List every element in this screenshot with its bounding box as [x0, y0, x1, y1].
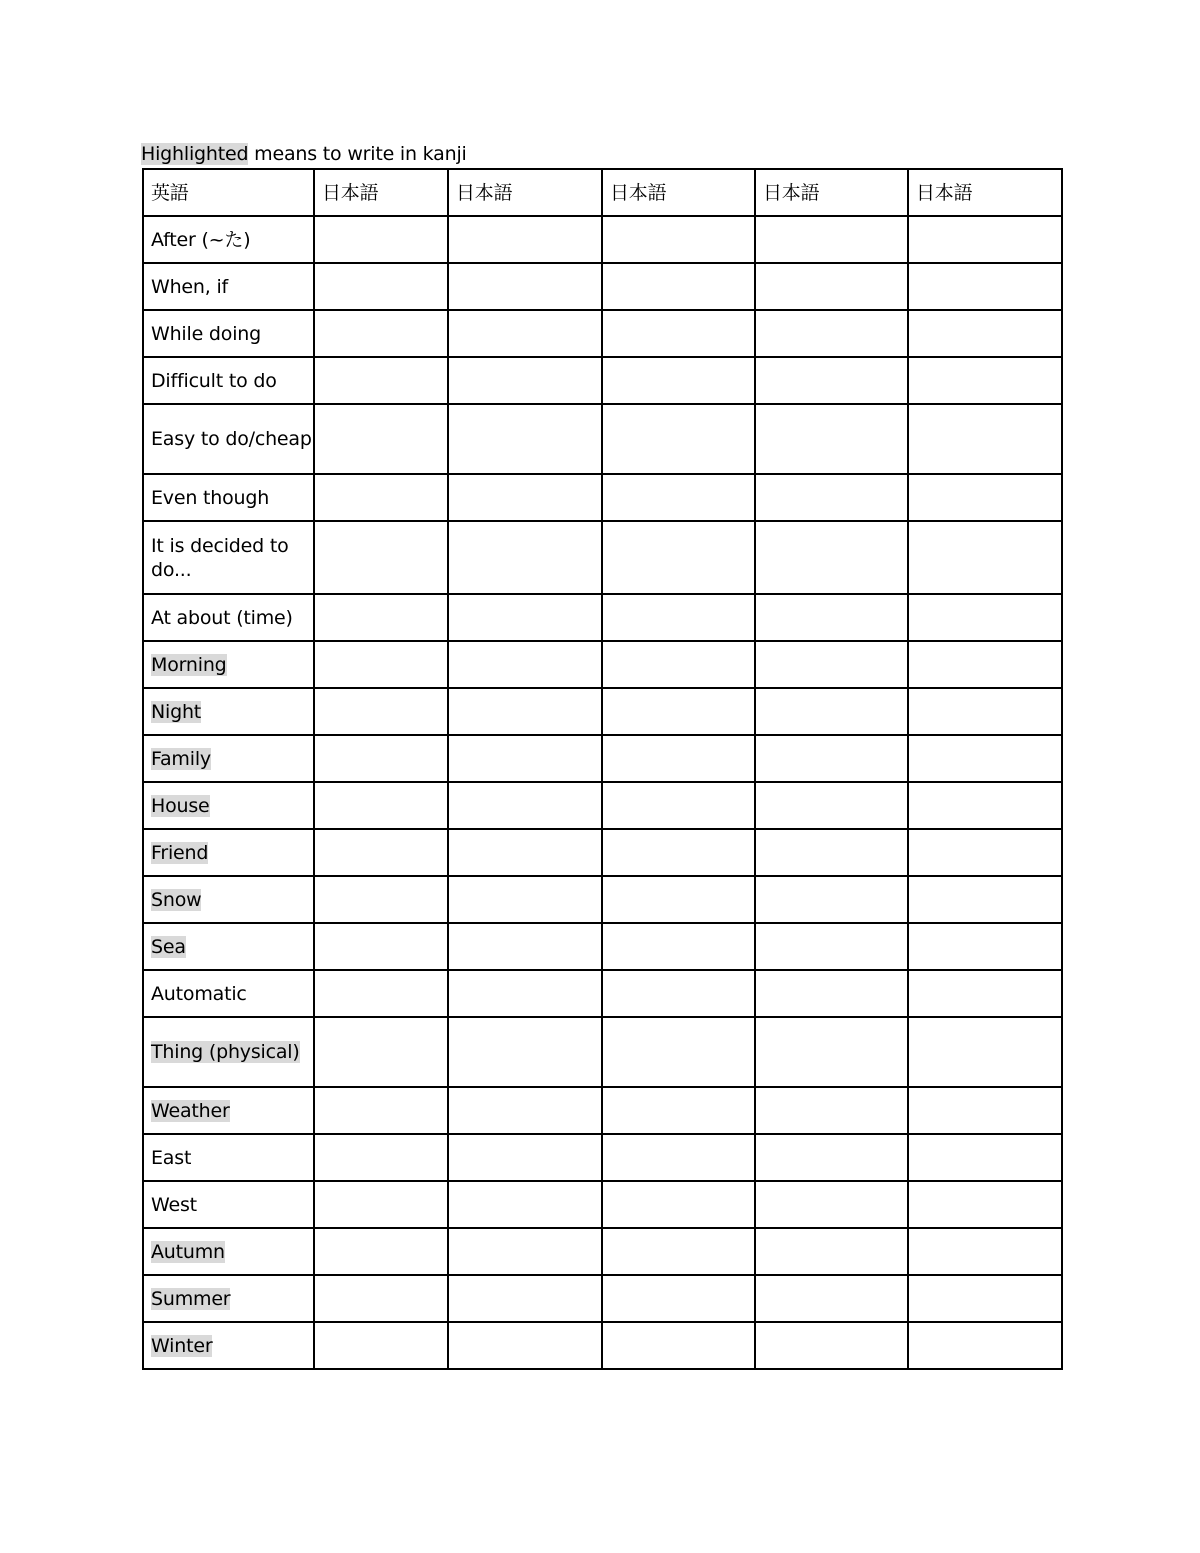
japanese-answer-cell[interactable] — [314, 357, 448, 404]
kanji-highlighted-label: Morning — [151, 653, 227, 676]
japanese-answer-cell[interactable] — [448, 923, 602, 970]
japanese-answer-cell[interactable] — [908, 1322, 1062, 1369]
japanese-answer-cell[interactable] — [755, 829, 908, 876]
japanese-answer-cell[interactable] — [314, 594, 448, 641]
japanese-answer-cell[interactable] — [755, 263, 908, 310]
japanese-answer-cell[interactable] — [755, 782, 908, 829]
instruction-text: means to write in kanji — [248, 143, 467, 165]
english-label: When, if — [151, 275, 229, 298]
table-row — [143, 1228, 1062, 1275]
japanese-answer-cell[interactable] — [314, 735, 448, 782]
kanji-highlighted-label: Night — [151, 700, 202, 723]
table-row — [143, 923, 1062, 970]
kanji-highlighted-label: Weather — [151, 1099, 230, 1122]
table-row — [143, 216, 1062, 263]
japanese-answer-cell[interactable] — [448, 641, 602, 688]
english-cell — [143, 782, 314, 829]
japanese-answer-cell[interactable] — [448, 1275, 602, 1322]
table-row — [143, 782, 1062, 829]
english-cell — [143, 404, 314, 474]
japanese-answer-cell[interactable] — [602, 404, 755, 474]
highlighted-keyword: Highlighted — [141, 143, 249, 165]
table-row — [143, 1322, 1062, 1369]
japanese-answer-cell[interactable] — [602, 735, 755, 782]
english-cell — [143, 641, 314, 688]
japanese-answer-cell[interactable] — [602, 1228, 755, 1275]
japanese-answer-cell[interactable] — [314, 829, 448, 876]
japanese-answer-cell[interactable] — [314, 521, 448, 594]
japanese-answer-cell[interactable] — [448, 1017, 602, 1087]
header-japanese-1: 日本語 — [314, 169, 448, 216]
japanese-answer-cell[interactable] — [908, 1181, 1062, 1228]
japanese-answer-cell[interactable] — [314, 1228, 448, 1275]
japanese-answer-cell[interactable] — [448, 1087, 602, 1134]
kanji-highlighted-label: Thing (physical) — [151, 1041, 300, 1063]
english-label: At about (time) — [151, 606, 293, 629]
english-label: After (~た) — [151, 228, 251, 251]
table-row — [143, 970, 1062, 1017]
kanji-highlighted-label: Family — [151, 747, 211, 770]
japanese-answer-cell[interactable] — [602, 782, 755, 829]
table-row — [143, 1134, 1062, 1181]
japanese-answer-cell[interactable] — [602, 1087, 755, 1134]
japanese-answer-cell[interactable] — [602, 970, 755, 1017]
english-cell — [143, 357, 314, 404]
english-cell — [143, 216, 314, 263]
japanese-answer-cell[interactable] — [908, 216, 1062, 263]
kanji-highlighted-label: Winter — [151, 1334, 213, 1357]
japanese-answer-cell[interactable] — [602, 1181, 755, 1228]
table-row — [143, 1181, 1062, 1228]
japanese-answer-cell[interactable] — [755, 1087, 908, 1134]
table-row — [143, 688, 1062, 735]
japanese-answer-cell[interactable] — [602, 923, 755, 970]
japanese-answer-cell[interactable] — [602, 594, 755, 641]
table-body — [143, 216, 1062, 1369]
japanese-answer-cell[interactable] — [314, 970, 448, 1017]
japanese-answer-cell[interactable] — [314, 263, 448, 310]
japanese-answer-cell[interactable] — [755, 404, 908, 474]
japanese-answer-cell[interactable] — [755, 735, 908, 782]
japanese-answer-cell[interactable] — [755, 1017, 908, 1087]
japanese-answer-cell[interactable] — [602, 263, 755, 310]
instruction-line — [141, 141, 467, 167]
japanese-answer-cell[interactable] — [755, 474, 908, 521]
japanese-answer-cell[interactable] — [908, 970, 1062, 1017]
header-japanese-4: 日本語 — [755, 169, 908, 216]
english-label: It is decided to do... — [151, 534, 289, 581]
japanese-answer-cell[interactable] — [314, 923, 448, 970]
japanese-answer-cell[interactable] — [908, 521, 1062, 594]
japanese-answer-cell[interactable] — [448, 782, 602, 829]
japanese-answer-cell[interactable] — [908, 876, 1062, 923]
japanese-answer-cell[interactable] — [448, 216, 602, 263]
japanese-answer-cell[interactable] — [448, 474, 602, 521]
japanese-answer-cell[interactable] — [448, 1181, 602, 1228]
japanese-answer-cell[interactable] — [314, 216, 448, 263]
english-cell — [143, 1134, 314, 1181]
kanji-highlighted-label: Summer — [151, 1287, 231, 1310]
japanese-answer-cell[interactable] — [602, 1322, 755, 1369]
japanese-answer-cell[interactable] — [448, 829, 602, 876]
japanese-answer-cell[interactable] — [755, 1322, 908, 1369]
japanese-answer-cell[interactable] — [448, 404, 602, 474]
japanese-answer-cell[interactable] — [755, 970, 908, 1017]
japanese-answer-cell[interactable] — [314, 1322, 448, 1369]
english-cell — [143, 970, 314, 1017]
english-cell — [143, 876, 314, 923]
japanese-answer-cell[interactable] — [908, 594, 1062, 641]
japanese-answer-cell[interactable] — [602, 876, 755, 923]
japanese-answer-cell[interactable] — [602, 688, 755, 735]
japanese-answer-cell[interactable] — [908, 735, 1062, 782]
japanese-answer-cell[interactable] — [602, 1017, 755, 1087]
english-label: East — [151, 1146, 192, 1169]
english-cell — [143, 474, 314, 521]
table-row — [143, 641, 1062, 688]
header-english: 英語 — [143, 169, 314, 216]
table-row — [143, 404, 1062, 474]
japanese-answer-cell[interactable] — [908, 474, 1062, 521]
table-row — [143, 357, 1062, 404]
japanese-answer-cell[interactable] — [755, 1181, 908, 1228]
japanese-answer-cell[interactable] — [448, 357, 602, 404]
japanese-answer-cell[interactable] — [755, 688, 908, 735]
japanese-answer-cell[interactable] — [755, 357, 908, 404]
japanese-answer-cell[interactable] — [314, 1275, 448, 1322]
vocabulary-table — [142, 168, 1063, 1370]
kanji-highlighted-label: House — [151, 794, 210, 817]
japanese-answer-cell[interactable] — [448, 263, 602, 310]
japanese-answer-cell[interactable] — [908, 782, 1062, 829]
japanese-answer-cell[interactable] — [908, 1017, 1062, 1087]
table-row — [143, 1087, 1062, 1134]
table-row — [143, 521, 1062, 594]
japanese-answer-cell[interactable] — [602, 357, 755, 404]
english-cell — [143, 1322, 314, 1369]
table-row — [143, 735, 1062, 782]
english-label: West — [151, 1193, 197, 1216]
table-row — [143, 310, 1062, 357]
japanese-answer-cell[interactable] — [908, 688, 1062, 735]
japanese-answer-cell[interactable] — [908, 1275, 1062, 1322]
japanese-answer-cell[interactable] — [908, 310, 1062, 357]
japanese-answer-cell[interactable] — [908, 1134, 1062, 1181]
japanese-answer-cell[interactable] — [755, 641, 908, 688]
kanji-highlighted-label: Sea — [151, 935, 186, 958]
header-japanese-5: 日本語 — [908, 169, 1062, 216]
english-cell — [143, 735, 314, 782]
table-row — [143, 829, 1062, 876]
japanese-answer-cell[interactable] — [755, 876, 908, 923]
english-cell — [143, 1228, 314, 1275]
japanese-answer-cell[interactable] — [908, 923, 1062, 970]
english-label: While doing — [151, 322, 261, 345]
japanese-answer-cell[interactable] — [314, 474, 448, 521]
japanese-answer-cell[interactable] — [314, 1017, 448, 1087]
japanese-answer-cell[interactable] — [908, 357, 1062, 404]
japanese-answer-cell[interactable] — [755, 1134, 908, 1181]
japanese-answer-cell[interactable] — [314, 641, 448, 688]
english-cell — [143, 1087, 314, 1134]
kanji-highlighted-label: Friend — [151, 841, 209, 864]
japanese-answer-cell[interactable] — [314, 1181, 448, 1228]
japanese-answer-cell[interactable] — [908, 1228, 1062, 1275]
table-row — [143, 263, 1062, 310]
japanese-answer-cell[interactable] — [755, 521, 908, 594]
japanese-answer-cell[interactable] — [602, 1134, 755, 1181]
table-row — [143, 876, 1062, 923]
english-label: Even though — [151, 486, 270, 509]
japanese-answer-cell[interactable] — [448, 1134, 602, 1181]
japanese-answer-cell[interactable] — [755, 1275, 908, 1322]
japanese-answer-cell[interactable] — [448, 1228, 602, 1275]
japanese-answer-cell[interactable] — [908, 1087, 1062, 1134]
japanese-answer-cell[interactable] — [448, 521, 602, 594]
japanese-answer-cell[interactable] — [602, 310, 755, 357]
english-cell — [143, 594, 314, 641]
japanese-answer-cell[interactable] — [314, 1134, 448, 1181]
japanese-answer-cell[interactable] — [602, 829, 755, 876]
english-cell — [143, 263, 314, 310]
english-cell — [143, 310, 314, 357]
table-row — [143, 594, 1062, 641]
japanese-answer-cell[interactable] — [448, 310, 602, 357]
japanese-answer-cell[interactable] — [755, 216, 908, 263]
japanese-answer-cell[interactable] — [602, 521, 755, 594]
japanese-answer-cell[interactable] — [602, 474, 755, 521]
japanese-answer-cell[interactable] — [448, 1322, 602, 1369]
japanese-answer-cell[interactable] — [448, 876, 602, 923]
japanese-answer-cell[interactable] — [314, 310, 448, 357]
english-cell — [143, 1017, 314, 1087]
kanji-highlighted-label: Snow — [151, 888, 202, 911]
japanese-answer-cell[interactable] — [448, 735, 602, 782]
japanese-answer-cell[interactable] — [448, 594, 602, 641]
kanji-highlighted-label: Autumn — [151, 1240, 225, 1263]
japanese-answer-cell[interactable] — [908, 263, 1062, 310]
japanese-answer-cell[interactable] — [602, 1275, 755, 1322]
table-row — [143, 1017, 1062, 1087]
japanese-answer-cell[interactable] — [908, 404, 1062, 474]
english-label: Easy to do/cheap — [151, 428, 312, 450]
english-cell — [143, 1181, 314, 1228]
japanese-answer-cell[interactable] — [602, 641, 755, 688]
japanese-answer-cell[interactable] — [755, 594, 908, 641]
english-cell — [143, 1275, 314, 1322]
japanese-answer-cell[interactable] — [314, 404, 448, 474]
japanese-answer-cell[interactable] — [448, 970, 602, 1017]
english-cell — [143, 829, 314, 876]
japanese-answer-cell[interactable] — [314, 782, 448, 829]
header-japanese-3: 日本語 — [602, 169, 755, 216]
japanese-answer-cell[interactable] — [314, 688, 448, 735]
english-cell — [143, 923, 314, 970]
english-cell — [143, 688, 314, 735]
table-row — [143, 474, 1062, 521]
english-cell — [143, 521, 314, 594]
english-label: Automatic — [151, 982, 247, 1005]
japanese-answer-cell[interactable] — [908, 641, 1062, 688]
japanese-answer-cell[interactable] — [602, 216, 755, 263]
header-japanese-2: 日本語 — [448, 169, 602, 216]
japanese-answer-cell[interactable] — [755, 923, 908, 970]
japanese-answer-cell[interactable] — [314, 1087, 448, 1134]
header-row — [143, 169, 1062, 216]
japanese-answer-cell[interactable] — [314, 876, 448, 923]
japanese-answer-cell[interactable] — [448, 688, 602, 735]
japanese-answer-cell[interactable] — [755, 1228, 908, 1275]
english-label: Difficult to do — [151, 369, 277, 392]
japanese-answer-cell[interactable] — [908, 829, 1062, 876]
table-row — [143, 1275, 1062, 1322]
japanese-answer-cell[interactable] — [755, 310, 908, 357]
